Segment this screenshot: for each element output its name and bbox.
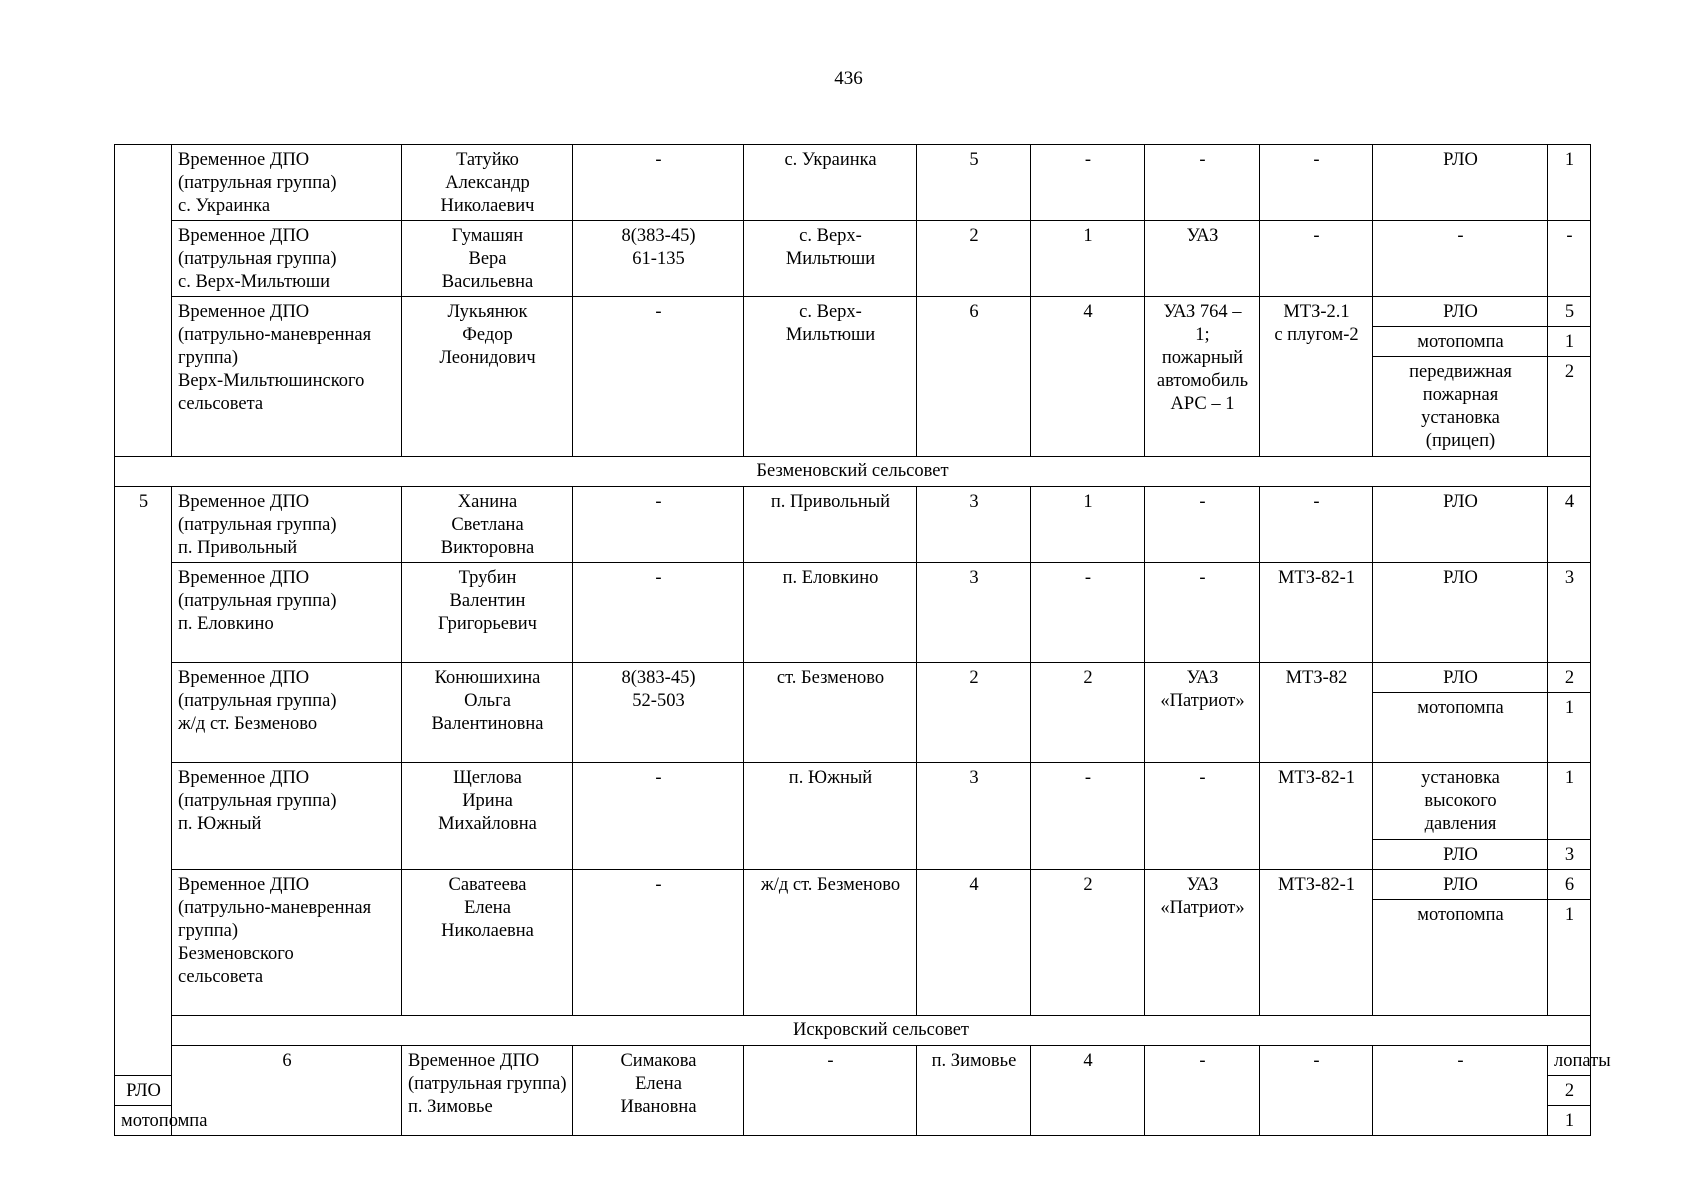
tractor-cell: - — [1373, 1046, 1548, 1136]
head-cell: Татуйко Александр Николаевич — [402, 145, 573, 221]
value-cell: 1 — [1031, 221, 1145, 297]
people-cell: 6 — [917, 297, 1031, 457]
unit-cell: Временное ДПО (патрульная группа) с. Верх-Мильтюши — [172, 221, 402, 297]
equipment-cell: установка высокого давления — [1373, 763, 1548, 840]
phone-cell: - — [744, 1046, 917, 1136]
phone-cell: 8(383-45) 52-503 — [573, 663, 744, 763]
table-row — [115, 563, 1591, 663]
head-cell: Конюшихина Ольга Валентиновна — [402, 663, 573, 763]
place-cell: с. Украинка — [744, 145, 917, 221]
tractor-cell: МТЗ-82-1 — [1260, 870, 1373, 1016]
table-row — [115, 487, 1591, 563]
head-cell: Трубин Валентин Григорьевич — [402, 563, 573, 663]
people-cell: 2 — [917, 663, 1031, 763]
value-cell: - — [1031, 563, 1145, 663]
table-row — [115, 297, 1591, 327]
page-number: 436 — [834, 68, 863, 89]
equipment-cell: - — [1373, 221, 1548, 297]
equipment-count-cell: 2 — [1548, 1076, 1591, 1106]
equipment-count-cell: 1 — [1548, 693, 1591, 763]
equipment-cell: РЛО — [1373, 870, 1548, 900]
fire-brigade-table — [114, 144, 1611, 1136]
vehicle-cell: - — [1145, 563, 1260, 663]
phone-cell: - — [573, 145, 744, 221]
row-number-cell — [115, 145, 172, 457]
value-cell: - — [1145, 1046, 1260, 1136]
equipment-cell: мотопомпа — [1373, 327, 1548, 357]
unit-cell: Временное ДПО (патрульно-маневренная группа) Верх-Мильтюшинского сельсовета — [172, 297, 402, 457]
equipment-count-cell: - — [1548, 221, 1591, 297]
head-cell: Саватеева Елена Николаевна — [402, 870, 573, 1016]
people-cell: 5 — [917, 145, 1031, 221]
section-row — [115, 1016, 1591, 1046]
phone-cell: - — [573, 870, 744, 1016]
equipment-count-cell: 1 — [1548, 763, 1591, 840]
equipment-cell: РЛО — [1373, 663, 1548, 693]
equipment-count-cell: 1 — [1548, 900, 1591, 1016]
head-cell: Гумашян Вера Васильевна — [402, 221, 573, 297]
tractor-cell: - — [1260, 145, 1373, 221]
place-cell: п. Еловкино — [744, 563, 917, 663]
people-cell: 3 — [917, 763, 1031, 870]
tractor-cell: - — [1260, 221, 1373, 297]
equipment-cell: РЛО — [1373, 297, 1548, 327]
equipment-cell: РЛО — [1373, 840, 1548, 870]
equipment-cell: мотопомпа — [115, 1106, 172, 1136]
equipment-count-cell: 4 — [1548, 487, 1591, 563]
place-cell: ст. Безменово — [744, 663, 917, 763]
equipment-count-cell: 3 — [1548, 840, 1591, 870]
value-cell: - — [1031, 763, 1145, 870]
table-row — [115, 221, 1591, 297]
tractor-cell: - — [1260, 487, 1373, 563]
place-cell: п. Привольный — [744, 487, 917, 563]
head-cell: Симакова Елена Ивановна — [573, 1046, 744, 1136]
tractor-cell: МТЗ-82 — [1260, 663, 1373, 763]
head-cell: Ханина Светлана Викторовна — [402, 487, 573, 563]
unit-cell: Временное ДПО (патрульная группа) п. Зимовье — [402, 1046, 573, 1136]
phone-cell: - — [573, 763, 744, 870]
head-cell: Лукьянюк Федор Леонидович — [402, 297, 573, 457]
people-cell: 2 — [917, 221, 1031, 297]
vehicle-cell: - — [1145, 145, 1260, 221]
vehicle-cell: УАЗ «Патриот» — [1145, 870, 1260, 1016]
equipment-cell: передвижная пожарная установка (прицеп) — [1373, 357, 1548, 457]
place-cell: с. Верх- Мильтюши — [744, 297, 917, 457]
vehicle-cell: - — [1260, 1046, 1373, 1136]
equipment-cell: РЛО — [1373, 145, 1548, 221]
equipment-count-cell: 1 — [1548, 145, 1591, 221]
vehicle-cell: - — [1145, 487, 1260, 563]
people-cell: 4 — [1031, 1046, 1145, 1136]
unit-cell: Временное ДПО (патрульная группа) п. Еловкино — [172, 563, 402, 663]
place-cell: п. Зимовье — [917, 1046, 1031, 1136]
equipment-cell: лопаты — [1548, 1046, 1591, 1076]
equipment-cell: РЛО — [1373, 563, 1548, 663]
unit-cell: Временное ДПО (патрульная группа) п. Привольный — [172, 487, 402, 563]
place-cell: с. Верх- Мильтюши — [744, 221, 917, 297]
equipment-count-cell: 2 — [1548, 357, 1591, 457]
section-row — [115, 457, 1591, 487]
equipment-count-cell: 1 — [1548, 1106, 1591, 1136]
place-cell: ж/д ст. Безменово — [744, 870, 917, 1016]
table-row — [115, 145, 1591, 221]
unit-cell: Временное ДПО (патрульная группа) с. Украинка — [172, 145, 402, 221]
equipment-cell: мотопомпа — [1373, 693, 1548, 763]
table-row — [115, 663, 1591, 693]
value-cell: 2 — [1031, 870, 1145, 1016]
unit-cell: Временное ДПО (патрульная группа) п. Южный — [172, 763, 402, 870]
vehicle-cell: УАЗ «Патриот» — [1145, 663, 1260, 763]
vehicle-cell: УАЗ — [1145, 221, 1260, 297]
section-title: Безменовский сельсовет — [115, 457, 1591, 487]
equipment-cell: мотопомпа — [1373, 900, 1548, 1016]
equipment-cell: РЛО — [115, 1076, 172, 1106]
section-title: Искровский сельсовет — [172, 1016, 1591, 1046]
vehicle-cell: - — [1145, 763, 1260, 870]
tractor-cell: МТЗ-82-1 — [1260, 763, 1373, 870]
table-row — [115, 870, 1591, 900]
people-cell: 4 — [917, 870, 1031, 1016]
value-cell: 2 — [1031, 663, 1145, 763]
value-cell: 1 — [1031, 487, 1145, 563]
tractor-cell: МТЗ-82-1 — [1260, 563, 1373, 663]
tractor-cell: МТЗ-2.1 с плугом-2 — [1260, 297, 1373, 457]
head-cell: Щеглова Ирина Михайловна — [402, 763, 573, 870]
unit-cell: Временное ДПО (патрульная группа) ж/д ст. Безменово — [172, 663, 402, 763]
phone-cell: 8(383-45) 61-135 — [573, 221, 744, 297]
equipment-count-cell: 3 — [1548, 563, 1591, 663]
value-cell: - — [1031, 145, 1145, 221]
equipment-count-cell: 2 — [1548, 663, 1591, 693]
people-cell: 3 — [917, 563, 1031, 663]
people-cell: 3 — [917, 487, 1031, 563]
unit-cell: Временное ДПО (патрульно-маневренная группа) Безменовского сельсовета — [172, 870, 402, 1016]
row-number-cell: 6 — [172, 1046, 402, 1136]
phone-cell: - — [573, 487, 744, 563]
equipment-count-cell: 5 — [1548, 297, 1591, 327]
vehicle-cell: УАЗ 764 – 1; пожарный автомобиль АРС – 1 — [1145, 297, 1260, 457]
equipment-count-cell: 1 — [1548, 327, 1591, 357]
equipment-count-cell: 6 — [1548, 870, 1591, 900]
table-row — [115, 1046, 1591, 1076]
phone-cell: - — [573, 563, 744, 663]
row-number-cell: 5 — [115, 487, 172, 1076]
value-cell: 4 — [1031, 297, 1145, 457]
place-cell: п. Южный — [744, 763, 917, 870]
equipment-cell: РЛО — [1373, 487, 1548, 563]
phone-cell: - — [573, 297, 744, 457]
table-row — [115, 763, 1591, 840]
